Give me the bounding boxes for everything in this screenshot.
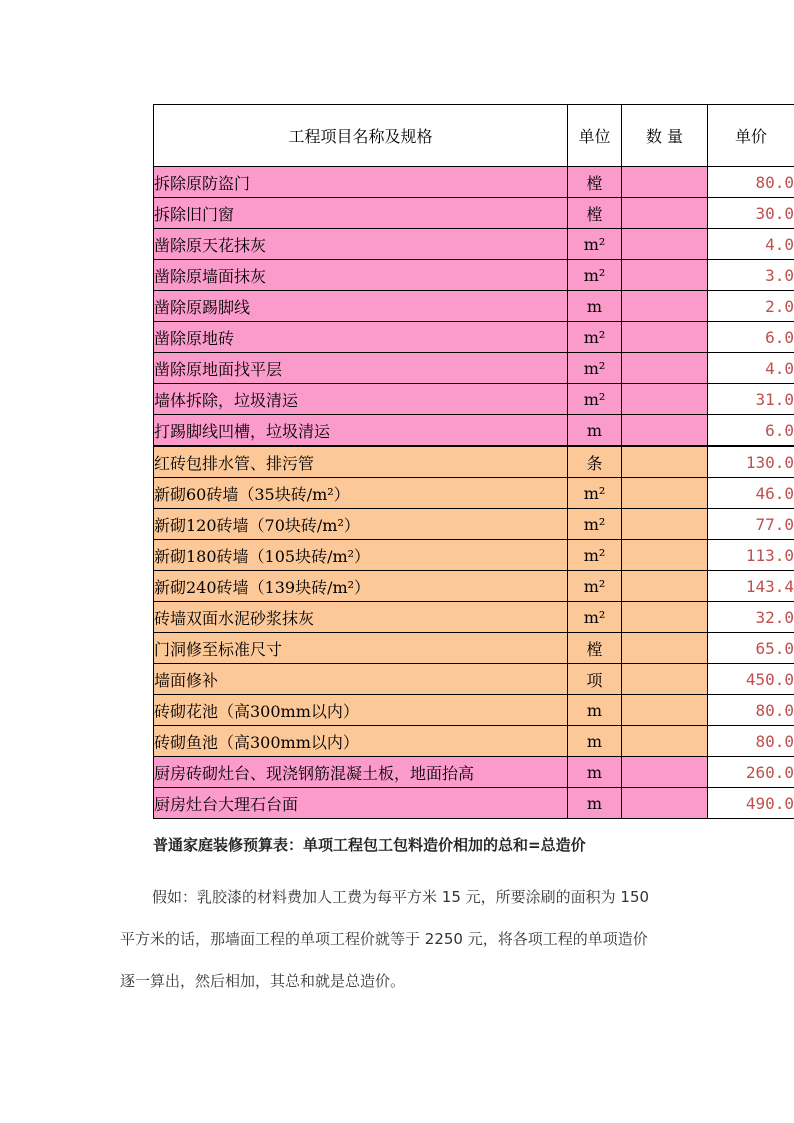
header-price: 单价 [708, 105, 794, 167]
table-row [154, 695, 794, 726]
row-qty [622, 198, 708, 229]
row-unit: m [568, 788, 622, 819]
header-unit: 单位 [568, 105, 622, 167]
row-name: 新砌240砖墙（139块砖/m²） [154, 571, 568, 602]
row-qty [622, 602, 708, 633]
table-row [154, 509, 794, 540]
table-row [154, 446, 794, 478]
budget-table [153, 104, 794, 819]
table-row [154, 540, 794, 571]
table-row [154, 167, 794, 198]
row-unit: m² [568, 602, 622, 633]
row-qty [622, 633, 708, 664]
row-name: 新砌180砖墙（105块砖/m²） [154, 540, 568, 571]
row-price: 6.0 [708, 415, 794, 447]
table-row [154, 198, 794, 229]
table-row [154, 291, 794, 322]
row-unit: m² [568, 322, 622, 353]
row-price: 3.0 [708, 260, 794, 291]
row-unit: 樘 [568, 198, 622, 229]
summary-line: 逐一算出，然后相加，其总和就是总造价。 [120, 972, 406, 990]
row-unit: m² [568, 384, 622, 415]
table-row [154, 664, 794, 695]
row-price: 2.0 [708, 291, 794, 322]
summary-line: 平方米的话，那墙面工程的单项工程价就等于 2250 元，将各项工程的单项造价 [120, 930, 648, 948]
row-price: 31.0 [708, 384, 794, 415]
row-unit: m [568, 757, 622, 788]
row-price: 80.0 [708, 726, 794, 757]
row-unit: 樘 [568, 167, 622, 198]
row-qty [622, 571, 708, 602]
row-price: 130.0 [708, 446, 794, 478]
table-row [154, 602, 794, 633]
row-name: 凿除原地砖 [154, 322, 568, 353]
row-qty [622, 446, 708, 478]
row-unit: m² [568, 509, 622, 540]
row-name: 新砌60砖墙（35块砖/m²） [154, 478, 568, 509]
row-price: 65.0 [708, 633, 794, 664]
row-name: 拆除旧门窗 [154, 198, 568, 229]
table-header-row [154, 105, 794, 167]
row-name: 砖砌鱼池（高300mm以内） [154, 726, 568, 757]
row-qty [622, 509, 708, 540]
row-name: 凿除原墙面抹灰 [154, 260, 568, 291]
summary-title: 普通家庭装修预算表：单项工程包工包料造价相加的总和=总造价 [153, 836, 586, 854]
row-price: 77.0 [708, 509, 794, 540]
row-name: 砖墙双面水泥砂浆抹灰 [154, 602, 568, 633]
row-name: 凿除原地面找平层 [154, 353, 568, 384]
summary-paragraph [120, 876, 680, 1002]
row-name: 红砖包排水管、排污管 [154, 446, 568, 478]
row-price: 6.0 [708, 322, 794, 353]
row-name: 拆除原防盗门 [154, 167, 568, 198]
row-unit: m² [568, 229, 622, 260]
table-row [154, 229, 794, 260]
row-name: 凿除原天花抹灰 [154, 229, 568, 260]
summary-line: 假如：乳胶漆的材料费加人工费为每平方米 15 元，所要涂刷的面积为 150 [152, 888, 650, 906]
table-row [154, 478, 794, 509]
table-row [154, 633, 794, 664]
row-price: 490.0 [708, 788, 794, 819]
header-name: 工程项目名称及规格 [154, 105, 568, 167]
row-qty [622, 415, 708, 447]
row-qty [622, 260, 708, 291]
row-unit: m² [568, 353, 622, 384]
row-unit: m² [568, 540, 622, 571]
table-row [154, 757, 794, 788]
row-qty [622, 384, 708, 415]
row-unit: m² [568, 571, 622, 602]
table-row [154, 726, 794, 757]
row-unit: 条 [568, 446, 622, 478]
row-price: 4.0 [708, 229, 794, 260]
row-unit: m [568, 291, 622, 322]
row-unit: m [568, 415, 622, 447]
row-qty [622, 726, 708, 757]
row-qty [622, 788, 708, 819]
row-qty [622, 757, 708, 788]
row-unit: m² [568, 478, 622, 509]
table-row [154, 260, 794, 291]
table-row [154, 415, 794, 447]
row-price: 32.0 [708, 602, 794, 633]
row-qty [622, 167, 708, 198]
row-name: 厨房砖砌灶台、现浇钢筋混凝土板，地面抬高 [154, 757, 568, 788]
table-row [154, 788, 794, 819]
row-price: 113.0 [708, 540, 794, 571]
table-row [154, 571, 794, 602]
table-row [154, 322, 794, 353]
row-unit: 项 [568, 664, 622, 695]
row-unit: m [568, 726, 622, 757]
row-unit: m [568, 695, 622, 726]
row-price: 80.0 [708, 695, 794, 726]
row-name: 砖砌花池（高300mm以内） [154, 695, 568, 726]
row-qty [622, 478, 708, 509]
row-qty [622, 695, 708, 726]
row-qty [622, 540, 708, 571]
row-name: 厨房灶台大理石台面 [154, 788, 568, 819]
header-qty: 数 量 [622, 105, 708, 167]
row-price: 450.0 [708, 664, 794, 695]
row-unit: 樘 [568, 633, 622, 664]
row-name: 门洞修至标准尺寸 [154, 633, 568, 664]
row-price: 30.0 [708, 198, 794, 229]
row-qty [622, 229, 708, 260]
table-body [154, 167, 794, 819]
row-qty [622, 291, 708, 322]
row-price: 260.0 [708, 757, 794, 788]
row-name: 墙面修补 [154, 664, 568, 695]
table-row [154, 384, 794, 415]
row-price: 143.4 [708, 571, 794, 602]
row-qty [622, 353, 708, 384]
row-price: 80.0 [708, 167, 794, 198]
table-row [154, 353, 794, 384]
row-unit: m² [568, 260, 622, 291]
row-price: 4.0 [708, 353, 794, 384]
row-qty [622, 664, 708, 695]
row-name: 新砌120砖墙（70块砖/m²） [154, 509, 568, 540]
row-price: 46.0 [708, 478, 794, 509]
row-qty [622, 322, 708, 353]
row-name: 凿除原踢脚线 [154, 291, 568, 322]
row-name: 打踢脚线凹槽，垃圾清运 [154, 415, 568, 447]
row-name: 墙体拆除，垃圾清运 [154, 384, 568, 415]
